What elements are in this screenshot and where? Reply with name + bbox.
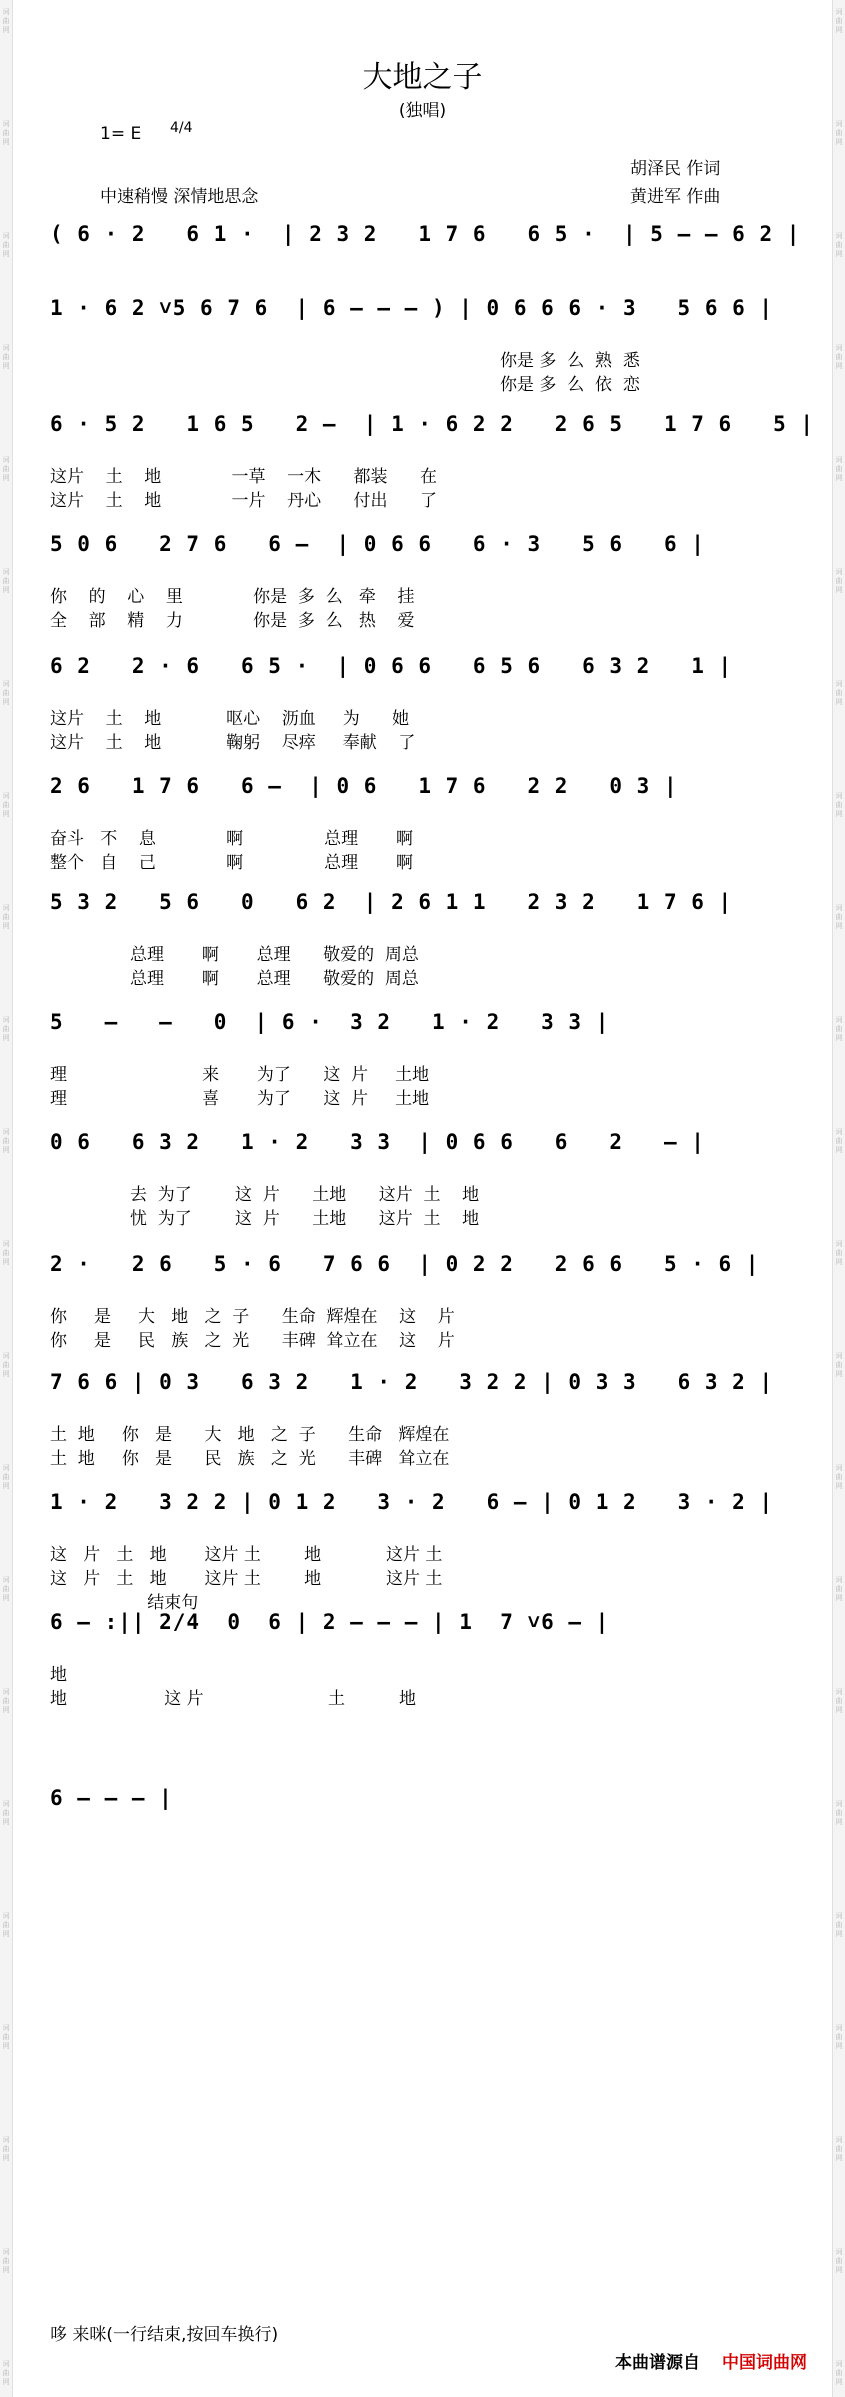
watermark-text: 词 曲 网 [2, 120, 10, 146]
music-row: 6 — :|| 2/4 0 6 | 2 — — — | 1 7 ˅6 — | [50, 1610, 610, 1634]
lyric-line: 这片 土 地 一草 一木 都装 在 [50, 467, 437, 487]
music-row: 2 · 2 6 5 · 6 7 6 6 | 0 2 2 2 6 6 5 · 6 | [50, 1252, 760, 1276]
lyric-line: 忧 为了 这 片 土地 这片 土 地 [130, 1209, 480, 1229]
source-site-link[interactable]: 中国词曲网 [722, 2353, 807, 2373]
lyric-line: 这片 土 地 呕心 沥血 为 她 [50, 709, 410, 729]
watermark-text: 词 曲 网 [835, 2136, 843, 2162]
watermark-text: 词 曲 网 [2, 792, 10, 818]
watermark-text: 词 曲 网 [835, 680, 843, 706]
lyricist-credit: 胡泽民 作词 [630, 159, 721, 179]
watermark-text: 词 曲 网 [835, 120, 843, 146]
lyric-line: 总理 啊 总理 敬爱的 周总 [130, 945, 419, 965]
lyric-line: 你是 多 么 依 恋 [500, 375, 640, 395]
music-row: 6 2 2 · 6 6 5 · | 0 6 6 6 5 6 6 3 2 1 | [50, 654, 733, 678]
music-row: 6 — — — | [50, 1786, 173, 1810]
watermark-text: 词 曲 网 [2, 2248, 10, 2274]
lyric-line: 理 喜 为了 这 片 土地 [50, 1089, 430, 1109]
watermark-text: 词 曲 网 [835, 1128, 843, 1154]
watermark-text: 词 曲 网 [2, 2360, 10, 2386]
watermark-text: 词 曲 网 [835, 344, 843, 370]
watermark-text: 词 曲 网 [2, 1016, 10, 1042]
music-row: ( 6 · 2 6 1 · | 2 3 2 1 7 6 6 5 · | 5 — — 6 2 | [50, 222, 801, 246]
watermark-text: 词 曲 网 [2, 8, 10, 34]
watermark-text: 词 曲 网 [2, 1576, 10, 1602]
watermark-text: 词 曲 网 [2, 1800, 10, 1826]
lyric-line: 理 来 为了 这 片 土地 [50, 1065, 430, 1085]
music-row: 5 0 6 2 7 6 6 — | 0 6 6 6 · 3 5 6 6 | [50, 532, 705, 556]
music-row: 5 3 2 5 6 0 6 2 | 2 6 1 1 2 3 2 1 7 6 | [50, 890, 733, 914]
lyric-line: 这片 土 地 鞠躬 尽瘁 奉献 了 [50, 733, 416, 753]
watermark-text: 词 曲 网 [2, 232, 10, 258]
lyric-line: 这 片 土 地 这片 土 地 这片 土 [50, 1569, 443, 1589]
watermark-text: 词 曲 网 [835, 456, 843, 482]
watermark-text: 词 曲 网 [835, 1800, 843, 1826]
lyric-line: 这片 土 地 一片 丹心 付出 了 [50, 491, 437, 511]
music-row: 6 · 5 2 1 6 5 2 — | 1 · 6 2 2 2 6 5 1 7 6 5 | [50, 412, 815, 436]
watermark-text: 词 曲 网 [835, 2024, 843, 2050]
watermark-text: 词 曲 网 [835, 2360, 843, 2386]
lyric-line: 你 是 大 地 之 子 生命 辉煌在 这 片 [50, 1307, 455, 1327]
watermark-text: 词 曲 网 [2, 1240, 10, 1266]
watermark-text: 词 曲 网 [2, 1352, 10, 1378]
lyric-line: 这 片 土 地 这片 土 地 这片 土 [50, 1545, 443, 1565]
watermark-text: 词 曲 网 [835, 1464, 843, 1490]
music-row: 1 · 6 2 ˅5 6 7 6 | 6 — — — ) | 0 6 6 6 · 3 5 6 6 | [50, 296, 774, 320]
watermark-text: 词 曲 网 [835, 792, 843, 818]
watermark-text: 词 曲 网 [2, 344, 10, 370]
watermark-text: 词 曲 网 [835, 904, 843, 930]
lyric-line: 整个 自 己 啊 总理 啊 [50, 853, 413, 873]
lyric-line: 你是 多 么 熟 悉 [500, 351, 640, 371]
watermark-strip-right [832, 0, 845, 2397]
watermark-text: 词 曲 网 [835, 1688, 843, 1714]
watermark-text: 词 曲 网 [835, 8, 843, 34]
lyric-line: 你 是 民 族 之 光 丰碑 耸立在 这 片 [50, 1331, 455, 1351]
watermark-text: 词 曲 网 [2, 456, 10, 482]
song-title: 大地之子 [362, 60, 483, 95]
song-subtitle: (独唱) [398, 101, 447, 121]
watermark-text: 词 曲 网 [2, 2136, 10, 2162]
watermark-strip-left [0, 0, 13, 2397]
lyric-line: 土 地 你 是 大 地 之 子 生命 辉煌在 [50, 1425, 450, 1445]
time-signature: 4/4 [170, 120, 193, 136]
lyric-line: 结束句 [50, 1593, 199, 1613]
watermark-text: 词 曲 网 [2, 680, 10, 706]
watermark-text: 词 曲 网 [835, 1576, 843, 1602]
watermark-text: 词 曲 网 [835, 1352, 843, 1378]
lyric-line: 你 的 心 里 你是 多 么 牵 挂 [50, 587, 415, 607]
lyric-line: 土 地 你 是 民 族 之 光 丰碑 耸立在 [50, 1449, 450, 1469]
watermark-text: 词 曲 网 [2, 568, 10, 594]
music-row: 2 6 1 7 6 6 — | 0 6 1 7 6 2 2 0 3 | [50, 774, 678, 798]
lyric-line: 去 为了 这 片 土地 这片 土 地 [130, 1185, 480, 1205]
lyric-line: 地 这 片 土 地 [50, 1689, 416, 1709]
watermark-text: 词 曲 网 [2, 1912, 10, 1938]
lyric-line: 总理 啊 总理 敬爱的 周总 [130, 969, 419, 989]
composer-credit: 黄进军 作曲 [630, 187, 721, 207]
watermark-text: 词 曲 网 [835, 2248, 843, 2274]
watermark-text: 词 曲 网 [2, 1688, 10, 1714]
watermark-text: 词 曲 网 [835, 232, 843, 258]
music-row: 0 6 6 3 2 1 · 2 3 3 | 0 6 6 6 2 — | [50, 1130, 705, 1154]
watermark-text: 词 曲 网 [2, 904, 10, 930]
lyric-line: 全 部 精 力 你是 多 么 热 爱 [50, 611, 415, 631]
lyric-line: 奋斗 不 息 啊 总理 啊 [50, 829, 413, 849]
music-row: 7 6 6 | 0 3 6 3 2 1 · 2 3 2 2 | 0 3 3 6 3 2 | [50, 1370, 774, 1394]
source-label: 本曲谱源自 [615, 2353, 700, 2373]
lyric-line: 地 [50, 1665, 67, 1685]
music-row: 1 · 2 3 2 2 | 0 1 2 3 · 2 6 — | 0 1 2 3 · 2 | [50, 1490, 774, 1514]
music-row: 5 — — 0 | 6 · 3 2 1 · 2 3 3 | [50, 1010, 610, 1034]
watermark-text: 词 曲 网 [2, 1128, 10, 1154]
watermark-text: 词 曲 网 [2, 1464, 10, 1490]
watermark-text: 词 曲 网 [2, 2024, 10, 2050]
footer-note: 哆 来咪(一行结束,按回车换行) [50, 2325, 279, 2345]
watermark-text: 词 曲 网 [835, 1912, 843, 1938]
watermark-text: 词 曲 网 [835, 568, 843, 594]
watermark-text: 词 曲 网 [835, 1240, 843, 1266]
tempo-marking: 中速稍慢 深情地思念 [100, 187, 259, 207]
watermark-text: 词 曲 网 [835, 1016, 843, 1042]
key-signature: 1= E [100, 124, 142, 144]
